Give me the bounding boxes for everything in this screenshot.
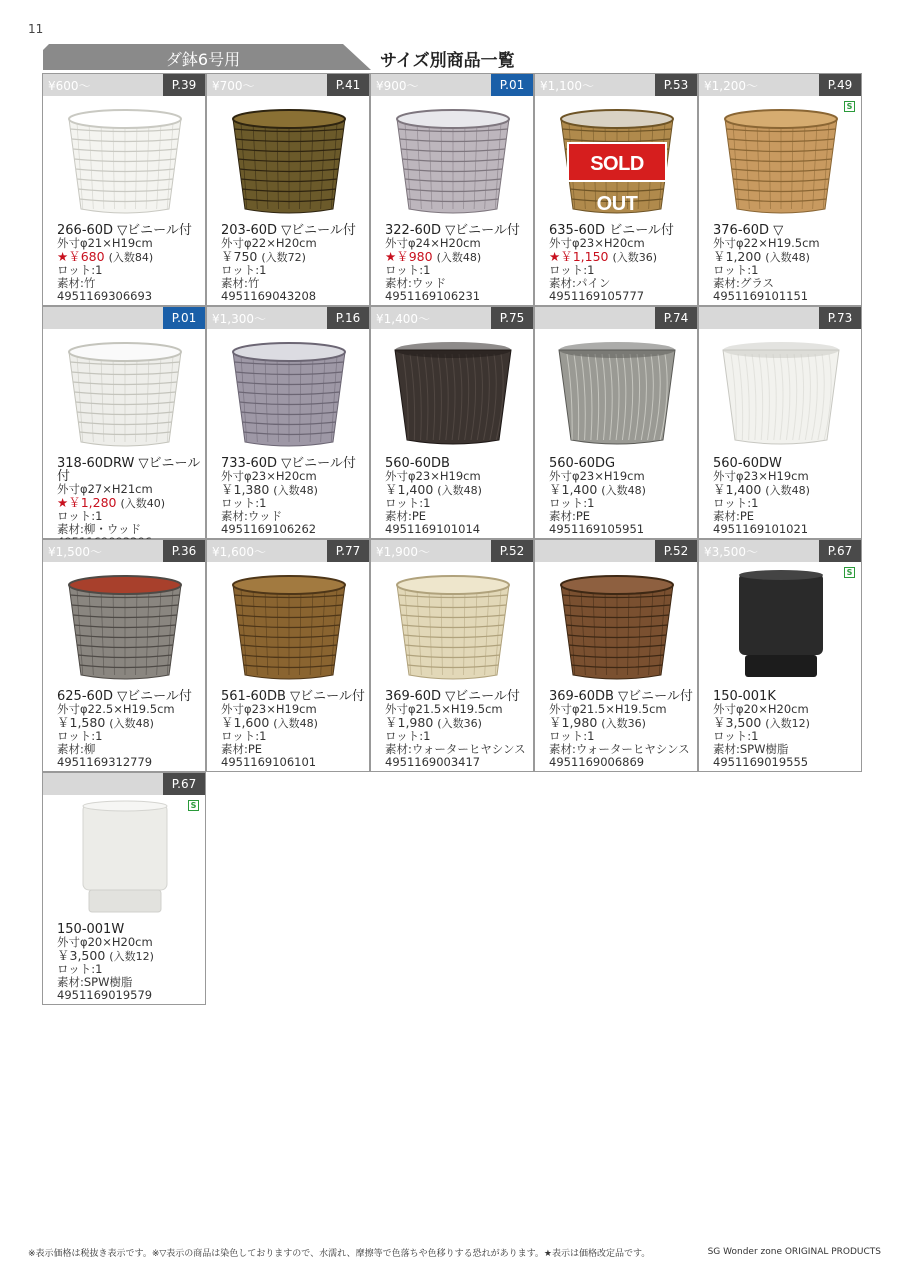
product-code: 560-60DW (713, 456, 782, 471)
product-jan: 4951169105777 (549, 289, 645, 303)
product-lot: ロット:1 (57, 729, 103, 743)
product-code: 369-60DB ▽ビニール付 (549, 689, 693, 704)
gray-pot-icon (545, 334, 689, 452)
s-badge-icon: S (188, 800, 199, 811)
product-material: 素材:パイン (549, 276, 611, 290)
hyacinth-light-basket-icon (381, 567, 525, 685)
product-price-line (385, 483, 531, 497)
product-info (221, 690, 367, 769)
product-card (534, 73, 698, 306)
bronze-basket-icon (217, 101, 361, 219)
page-reference[interactable]: P.77 (327, 540, 369, 562)
product-price-line (549, 483, 695, 497)
product-price: ￥1,380 (221, 482, 270, 497)
product-grid (42, 73, 863, 1005)
product-size: 外寸φ22×H20cm (221, 236, 317, 250)
product-info (221, 224, 367, 303)
product-qty: (入数48) (765, 251, 810, 264)
product-price-line (713, 250, 859, 264)
product-info (549, 457, 695, 536)
product-price-line (57, 716, 203, 730)
white-pot-icon (709, 334, 853, 452)
dark-pot-icon (381, 334, 525, 452)
product-price: ￥980 (396, 249, 433, 264)
product-code: 635-60D ビニール付 (549, 223, 674, 238)
product-size: 外寸φ20×H20cm (57, 935, 153, 949)
product-lot: ロット:1 (57, 263, 103, 277)
product-qty: (入数48) (273, 717, 318, 730)
product-header (371, 307, 533, 329)
product-jan: 4951169043208 (221, 289, 317, 303)
product-header (535, 307, 697, 329)
product-size: 外寸φ20×H20cm (713, 702, 809, 716)
page-reference[interactable]: P.74 (655, 307, 697, 329)
product-card (534, 539, 698, 772)
product-card (698, 306, 862, 539)
product-header (43, 74, 205, 96)
product-qty: (入数36) (437, 717, 482, 730)
star-icon: ★ (57, 495, 69, 510)
page-reference[interactable]: P.67 (819, 540, 861, 562)
product-jan: 4951169101021 (713, 522, 809, 536)
page-reference[interactable]: P.39 (163, 74, 205, 96)
product-header (207, 307, 369, 329)
price-range: ¥3,500～ (704, 545, 758, 559)
product-price: ￥1,980 (549, 715, 598, 730)
page-reference[interactable]: P.16 (327, 307, 369, 329)
white-wicker-basket-icon (53, 334, 197, 452)
product-header (43, 307, 205, 329)
product-code: 561-60DB ▽ビニール付 (221, 689, 365, 704)
product-size: 外寸φ21.5×H19.5cm (385, 702, 503, 716)
product-code: 560-60DG (549, 456, 616, 471)
price-range: ¥1,200～ (704, 79, 758, 93)
white-basket-icon (53, 101, 197, 219)
product-header (207, 540, 369, 562)
product-info (57, 224, 203, 303)
page-number: 11 (28, 22, 44, 36)
product-info (713, 224, 859, 303)
product-code: 733-60D ▽ビニール付 (221, 456, 356, 471)
product-header (371, 540, 533, 562)
product-code: 625-60D ▽ビニール付 (57, 689, 192, 704)
product-info (713, 457, 859, 536)
product-price-line (385, 716, 531, 730)
product-price-line (713, 483, 859, 497)
product-price: ￥1,280 (68, 495, 117, 510)
product-price: ￥1,200 (713, 249, 762, 264)
product-material: 素材:ウッド (385, 276, 447, 290)
product-lot: ロット:1 (385, 496, 431, 510)
product-info (57, 923, 203, 1002)
product-price: ￥1,580 (57, 715, 106, 730)
product-header (535, 540, 697, 562)
product-qty: (入数84) (108, 251, 154, 264)
product-lot: ロット:1 (549, 729, 595, 743)
product-size: 外寸φ23×H20cm (221, 469, 317, 483)
product-price-line (549, 250, 695, 264)
product-code: 150-001W (57, 922, 125, 937)
product-header (207, 74, 369, 96)
product-card (370, 306, 534, 539)
product-code: 322-60D ▽ビニール付 (385, 223, 520, 238)
price-range: ¥600～ (48, 79, 91, 93)
sold-out-stamp: SOLD OUT (567, 142, 667, 182)
product-price-line (385, 250, 531, 264)
s-badge-icon: S (844, 101, 855, 112)
product-jan: 4951169105951 (549, 522, 645, 536)
product-material: 素材:ウォーターヒヤシンス (549, 742, 690, 756)
product-qty: (入数48) (437, 484, 482, 497)
product-qty: (入数36) (612, 251, 658, 264)
product-code: 150-001K (713, 689, 776, 704)
gray-wicker-basket-icon (381, 101, 525, 219)
product-price: ￥1,400 (549, 482, 598, 497)
product-size: 外寸φ24×H20cm (385, 236, 481, 250)
product-material: 素材:竹 (57, 276, 96, 290)
product-lot: ロット:1 (221, 263, 267, 277)
product-material: 素材:SPW樹脂 (57, 975, 133, 989)
lavender-basket-icon (217, 334, 361, 452)
product-price-line (221, 483, 367, 497)
product-size: 外寸φ23×H19cm (221, 702, 317, 716)
product-card (206, 73, 370, 306)
product-qty: (入数48) (601, 484, 646, 497)
product-qty: (入数48) (436, 251, 482, 264)
product-size: 外寸φ23×H19cm (385, 469, 481, 483)
product-price: ￥1,400 (385, 482, 434, 497)
product-price-line (57, 496, 203, 510)
product-card (42, 539, 206, 772)
page-reference[interactable]: P.75 (491, 307, 533, 329)
product-material: 素材:竹 (221, 276, 260, 290)
product-qty: (入数12) (109, 950, 154, 963)
s-badge-icon: S (844, 567, 855, 578)
product-header (43, 540, 205, 562)
price-range: ¥1,300～ (212, 312, 266, 326)
product-material: 素材:PE (713, 509, 755, 523)
product-card (206, 306, 370, 539)
page-reference[interactable]: P.73 (819, 307, 861, 329)
product-price-line (57, 250, 203, 264)
product-info (385, 457, 531, 536)
product-material: 素材:グラス (713, 276, 775, 290)
product-lot: ロット:1 (385, 263, 431, 277)
product-size: 外寸φ22.5×H19.5cm (57, 702, 175, 716)
product-info (221, 457, 367, 536)
product-jan: 4951169306693 (57, 289, 153, 303)
product-qty: (入数48) (273, 484, 318, 497)
price-range: ¥900～ (376, 79, 419, 93)
page-reference[interactable]: P.49 (819, 74, 861, 96)
product-header (535, 74, 697, 96)
product-material: 素材:PE (221, 742, 263, 756)
product-jan: 4951169019555 (713, 755, 809, 769)
product-price-line (221, 250, 367, 264)
product-card (206, 539, 370, 772)
product-card (698, 539, 862, 772)
product-jan: 4951169106231 (385, 289, 481, 303)
star-icon: ★ (549, 249, 561, 264)
page-reference[interactable]: P.01 (491, 74, 533, 96)
product-header (699, 74, 861, 96)
product-card (534, 306, 698, 539)
price-range: ¥700～ (212, 79, 255, 93)
product-price-line (57, 949, 203, 963)
product-lot: ロット:1 (57, 962, 103, 976)
product-price: ￥3,500 (713, 715, 762, 730)
product-card (42, 73, 206, 306)
product-price-line (713, 716, 859, 730)
product-price: ￥680 (68, 249, 105, 264)
product-lot: ロット:1 (549, 496, 595, 510)
product-info (385, 224, 531, 303)
product-price: ￥1,980 (385, 715, 434, 730)
product-material: 素材:PE (385, 509, 427, 523)
product-card (42, 306, 206, 539)
product-code: 560-60DB (385, 456, 450, 471)
product-card (42, 772, 206, 1005)
brown-basket-icon (217, 567, 361, 685)
product-jan: 4951169312779 (57, 755, 153, 769)
product-card (370, 73, 534, 306)
product-price-line (549, 716, 695, 730)
product-price-line (221, 716, 367, 730)
product-lot: ロット:1 (713, 263, 759, 277)
product-lot: ロット:1 (221, 729, 267, 743)
product-code: 318-60DRW ▽ビニール付 (57, 456, 201, 484)
star-icon: ★ (57, 249, 69, 264)
grass-basket-icon (709, 101, 853, 219)
product-jan: 4951169106262 (221, 522, 317, 536)
product-code: 369-60D ▽ビニール付 (385, 689, 520, 704)
product-info (57, 690, 203, 769)
category-tab (43, 44, 373, 70)
product-material: 素材:SPW樹脂 (713, 742, 789, 756)
product-jan: 4951169019579 (57, 988, 153, 1002)
product-price: ￥750 (221, 249, 258, 264)
product-code: 203-60D ▽ビニール付 (221, 223, 356, 238)
product-jan: 4951169106101 (221, 755, 317, 769)
product-card (698, 73, 862, 306)
product-code: 376-60D ▽ (713, 223, 784, 238)
product-header (699, 307, 861, 329)
product-qty: (入数40) (120, 497, 166, 510)
page-reference[interactable]: P.52 (655, 540, 697, 562)
product-material: 素材:ウッド (221, 509, 283, 523)
product-jan: 4951169101014 (385, 522, 481, 536)
product-qty: (入数48) (765, 484, 810, 497)
product-size: 外寸φ23×H19cm (549, 469, 645, 483)
product-size: 外寸φ23×H20cm (549, 236, 645, 250)
footer-brand: SG Wonder zone ORIGINAL PRODUCTS (707, 1247, 881, 1257)
product-lot: ロット:1 (221, 496, 267, 510)
product-info (713, 690, 859, 769)
price-range: ¥1,400～ (376, 312, 430, 326)
price-range: ¥1,100～ (540, 79, 594, 93)
product-info (385, 690, 531, 769)
product-price: ￥1,150 (560, 249, 609, 264)
product-material: 素材:PE (549, 509, 591, 523)
product-qty: (入数36) (601, 717, 646, 730)
product-material: 素材:柳・ウッド (57, 522, 142, 536)
product-size: 外寸φ21×H19cm (57, 236, 153, 250)
page-reference[interactable]: P.52 (491, 540, 533, 562)
product-lot: ロット:1 (713, 729, 759, 743)
page-reference[interactable]: P.41 (327, 74, 369, 96)
footer-note: ※表示価格は税抜き表示です。※▽表示の商品は染色しておりますので、水濡れ、摩擦等で色落ちや色移りする恐れがあります。★表示は価格改定品です。 (28, 1249, 651, 1259)
product-qty: (入数12) (765, 717, 810, 730)
price-range: ¥1,500～ (48, 545, 102, 559)
product-size: 外寸φ23×H19cm (713, 469, 809, 483)
page-reference[interactable]: P.01 (163, 307, 205, 329)
product-info (549, 690, 695, 769)
product-jan: 4951169003417 (385, 755, 481, 769)
page-reference[interactable]: P.67 (163, 773, 205, 795)
product-info (549, 224, 695, 303)
product-lot: ロット:1 (713, 496, 759, 510)
hyacinth-dark-basket-icon (545, 567, 689, 685)
product-lot: ロット:1 (385, 729, 431, 743)
product-qty: (入数48) (109, 717, 154, 730)
product-price: ￥3,500 (57, 948, 106, 963)
category-tab-label: ダ鉢6号用 (165, 50, 241, 69)
price-range: ¥1,900～ (376, 545, 430, 559)
product-jan: 4951169101151 (713, 289, 809, 303)
product-price: ￥1,400 (713, 482, 762, 497)
product-card (370, 539, 534, 772)
page-title: サイズ別商品一覧 (380, 51, 515, 71)
product-code: 266-60D ▽ビニール付 (57, 223, 192, 238)
product-size: 外寸φ22×H19.5cm (713, 236, 820, 250)
page-reference[interactable]: P.53 (655, 74, 697, 96)
black-pot-icon (709, 567, 853, 685)
star-icon: ★ (385, 249, 397, 264)
product-header (699, 540, 861, 562)
white-cylinder-pot-icon (53, 800, 197, 918)
product-price: ￥1,600 (221, 715, 270, 730)
product-size: 外寸φ27×H21cm (57, 482, 153, 496)
product-header (43, 773, 205, 795)
product-size: 外寸φ21.5×H19.5cm (549, 702, 667, 716)
product-lot: ロット:1 (57, 509, 103, 523)
price-range: ¥1,600～ (212, 545, 266, 559)
product-material: 素材:柳 (57, 742, 96, 756)
product-jan: 4951169006869 (549, 755, 645, 769)
product-qty: (入数72) (261, 251, 306, 264)
product-info (57, 457, 203, 549)
product-lot: ロット:1 (549, 263, 595, 277)
product-header (371, 74, 533, 96)
page-reference[interactable]: P.36 (163, 540, 205, 562)
willow-basket-icon (53, 567, 197, 685)
product-material: 素材:ウォーターヒヤシンス (385, 742, 526, 756)
